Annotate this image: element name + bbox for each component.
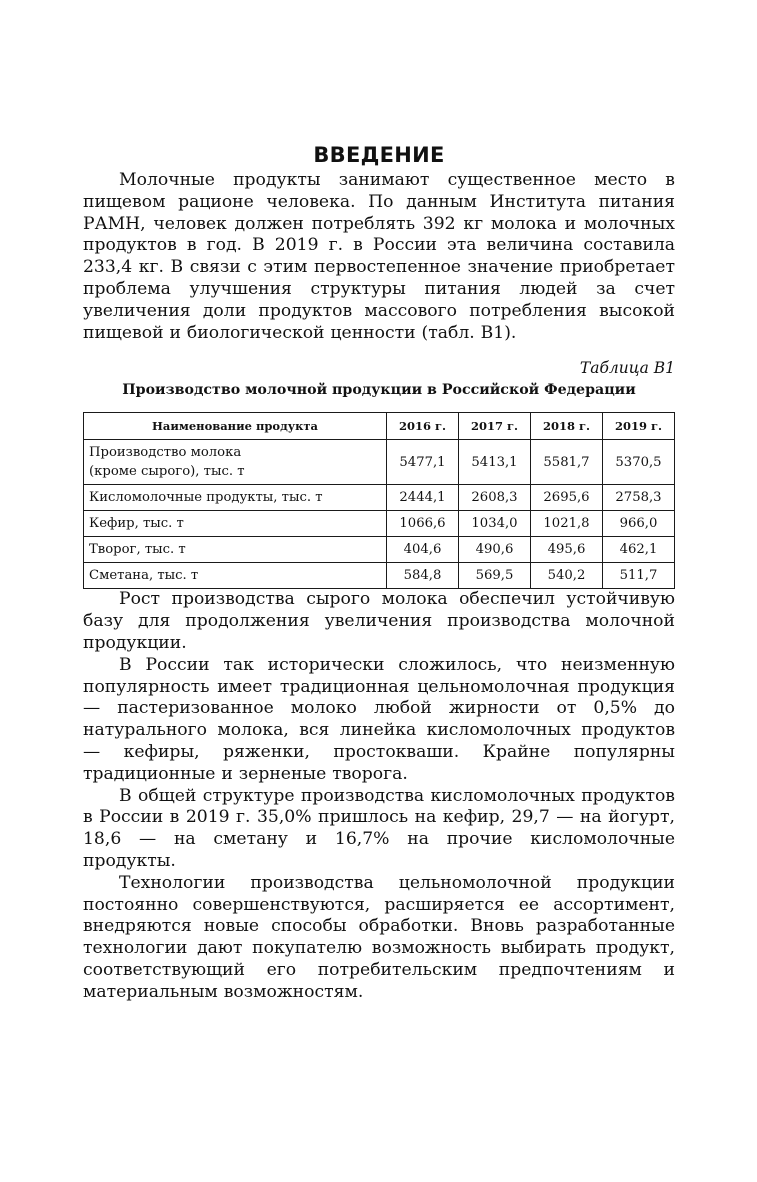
column-header-2017: 2017 г. (459, 413, 531, 440)
page-title: ВВЕДЕНИЕ (313, 143, 445, 167)
row-name-sour-cream: Сметана, тыс. т (84, 563, 387, 589)
table-cell: 5413,1 (459, 440, 531, 485)
table-row (84, 440, 675, 485)
table-cell: 1066,6 (387, 511, 459, 537)
table-cell: 495,6 (531, 537, 603, 563)
table-cell: 1021,8 (531, 511, 603, 537)
row-name-line: (кроме сырого), тыс. т (89, 464, 245, 480)
table-cell: 511,7 (603, 563, 675, 589)
table-cell: 490,6 (459, 537, 531, 563)
table-cell: 2444,1 (387, 485, 459, 511)
table-row (84, 563, 675, 589)
production-table (83, 412, 675, 589)
table-cell: 584,8 (387, 563, 459, 589)
row-name-kefir: Кефир, тыс. т (84, 511, 387, 537)
table-cell: 2758,3 (603, 485, 675, 511)
column-header-2019: 2019 г. (603, 413, 675, 440)
row-name-cottage-cheese: Творог, тыс. т (84, 537, 387, 563)
table-cell: 2695,6 (531, 485, 603, 511)
page-content (83, 140, 675, 1004)
column-header-2016: 2016 г. (387, 413, 459, 440)
table-cell: 5477,1 (387, 440, 459, 485)
table-cell: 5370,5 (603, 440, 675, 485)
table-cell: 5581,7 (531, 440, 603, 485)
table-cell: 966,0 (603, 511, 675, 537)
table-title: Производство молочной продукции в Российской Федерации (122, 382, 636, 399)
row-name-milk (84, 440, 387, 485)
body-paragraph: Рост производства сырого молока обеспечил устойчивую базу для продолжения увеличения производства молочной продукции. (83, 589, 675, 653)
intro-paragraph: Молочные продукты занимают существенное место в пищевом рационе человека. По данным Института питания РАМН, человек должен потреблять 392 кг молока и молочных продуктов в год. В 2019 г. в России эта величина составила 233,4 кг. В связи с этим первостепенное значение приобретает проблема улучшения структуры питания людей за счет увеличения доли продуктов массового потребления высокой пищевой и биологической ценности (табл. В1). (83, 170, 675, 343)
table-header-row (84, 413, 675, 440)
table-cell: 462,1 (603, 537, 675, 563)
body-paragraph: В общей структуре производства кисломолочных продуктов в России в 2019 г. 35,0% пришлось на кефир, 29,7 — на йогурт, 18,6 — на сметану и 16,7% на прочие кисломолочные продукты. (83, 785, 675, 871)
table-row (84, 537, 675, 563)
column-header-product: Наименование продукта (84, 413, 387, 440)
body-paragraph: Технологии производства цельномолочной продукции постоянно совершенствуются, расширяется ее ассортимент, внедряются новые способы обработки. Вновь разработанные технологии дают покупателю возможность выбирать продукт, соответствующий его потребительским предпочтениям и материальным возможностям. (83, 872, 675, 1002)
row-name-line: Производство молока (89, 445, 242, 461)
table-cell: 2608,3 (459, 485, 531, 511)
table-cell: 404,6 (387, 537, 459, 563)
table-row (84, 485, 675, 511)
table-number: Таблица В1 (579, 359, 675, 378)
table-cell: 1034,0 (459, 511, 531, 537)
row-name-fermented: Кисломолочные продукты, тыс. т (84, 485, 387, 511)
column-header-2018: 2018 г. (531, 413, 603, 440)
table-row (84, 511, 675, 537)
table-cell: 569,5 (459, 563, 531, 589)
body-paragraph: В России так исторически сложилось, что неизменную популярность имеет традиционная цельномолочная продукция — пастеризованное молоко любой жирности от 0,5% до натурального молока, вся линейка кисломолочных продуктов — кефиры, ряженки, простокваши. Крайне популярны традиционные и зерненые творога. (83, 654, 675, 784)
table-cell: 540,2 (531, 563, 603, 589)
